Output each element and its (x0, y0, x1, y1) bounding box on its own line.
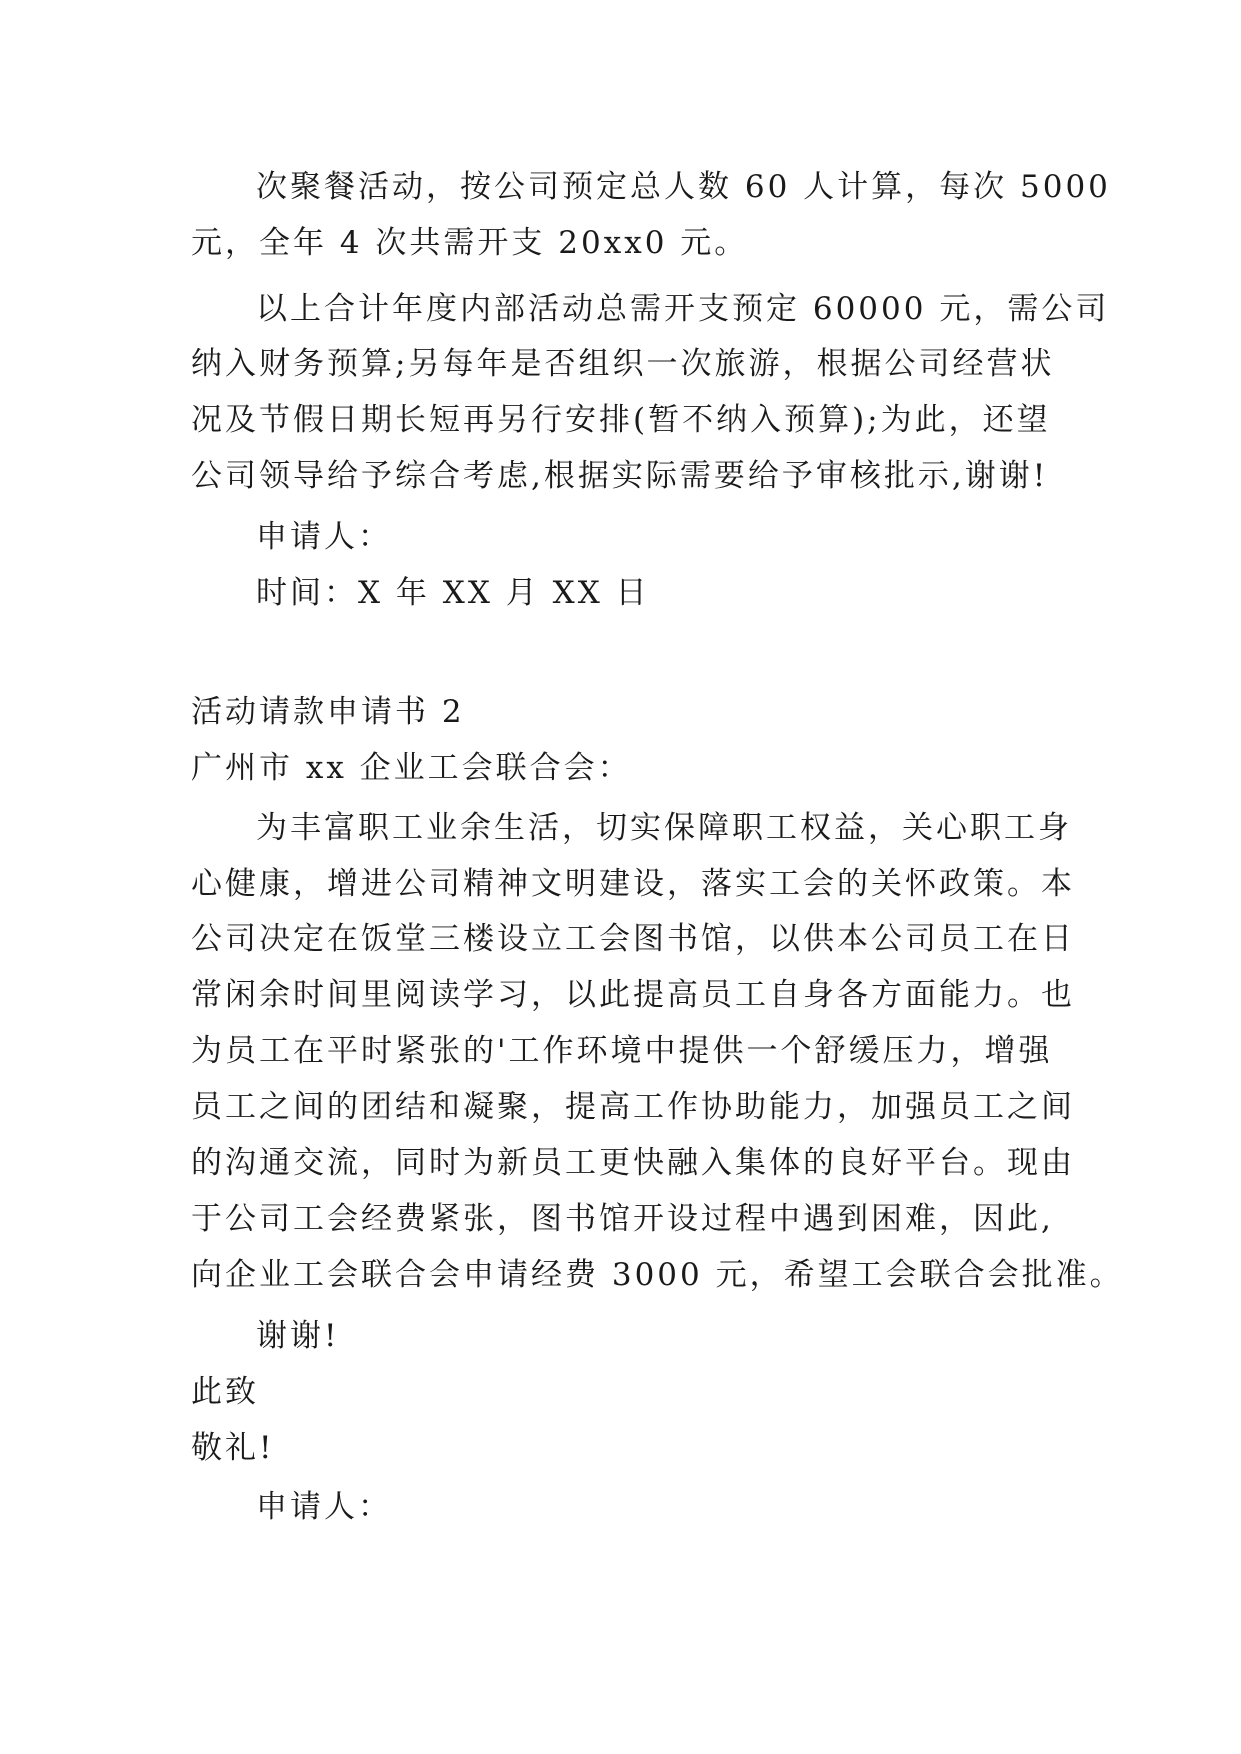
paragraph1-line2: 元，全年 4 次共需开支 20xx0 元。 (191, 225, 749, 261)
body-line8: 于公司工会经费紧张，图书馆开设过程中遇到困难，因此, (191, 1201, 1054, 1237)
body-line1: 为丰富职工业余生活，切实保障职工权益，关心职工身 (256, 810, 1072, 846)
closing-line2: 敬礼! (191, 1430, 275, 1466)
body-line6: 员工之间的团结和凝聚，提高工作协助能力，加强员工之间 (191, 1089, 1075, 1125)
date-line: 时间：X 年 XX 月 XX 日 (256, 575, 650, 611)
closing-line1: 此致 (191, 1374, 259, 1410)
section2-applicant-label: 申请人： (256, 1489, 392, 1525)
body-line5: 为员工在平时紧张的'工作环境中提供一个舒缓压力，增强 (191, 1033, 1053, 1069)
paragraph2-line1: 以上合计年度内部活动总需开支预定 60000 元，需公司 (256, 291, 1110, 327)
body-line4: 常闲余时间里阅读学习，以此提高员工自身各方面能力。也 (191, 977, 1075, 1013)
recipient-line: 广州市 xx 企业工会联合会： (191, 750, 632, 786)
body-line7: 的沟通交流，同时为新员工更快融入集体的良好平台。现由 (191, 1145, 1075, 1181)
body-line2: 心健康，增进公司精神文明建设，落实工会的关怀政策。本 (191, 866, 1075, 902)
thanks-line: 谢谢! (256, 1318, 340, 1354)
paragraph2-line3: 况及节假日期长短再另行安排(暂不纳入预算);为此，还望 (191, 402, 1051, 438)
paragraph2-line2: 纳入财务预算;另每年是否组织一次旅游，根据公司经营状 (191, 346, 1055, 382)
applicant-label: 申请人： (256, 519, 392, 555)
paragraph1-line1: 次聚餐活动，按公司预定总人数 60 人计算，每次 5000 (256, 169, 1111, 205)
section2-title: 活动请款申请书 2 (191, 694, 465, 730)
paragraph2-line4: 公司领导给予综合考虑,根据实际需要给予审核批示,谢谢! (191, 458, 1049, 494)
body-line3: 公司决定在饭堂三楼设立工会图书馆，以供本公司员工在日 (191, 921, 1075, 957)
body-line9: 向企业工会联合会申请经费 3000 元，希望工会联合会批准。 (191, 1257, 1124, 1293)
